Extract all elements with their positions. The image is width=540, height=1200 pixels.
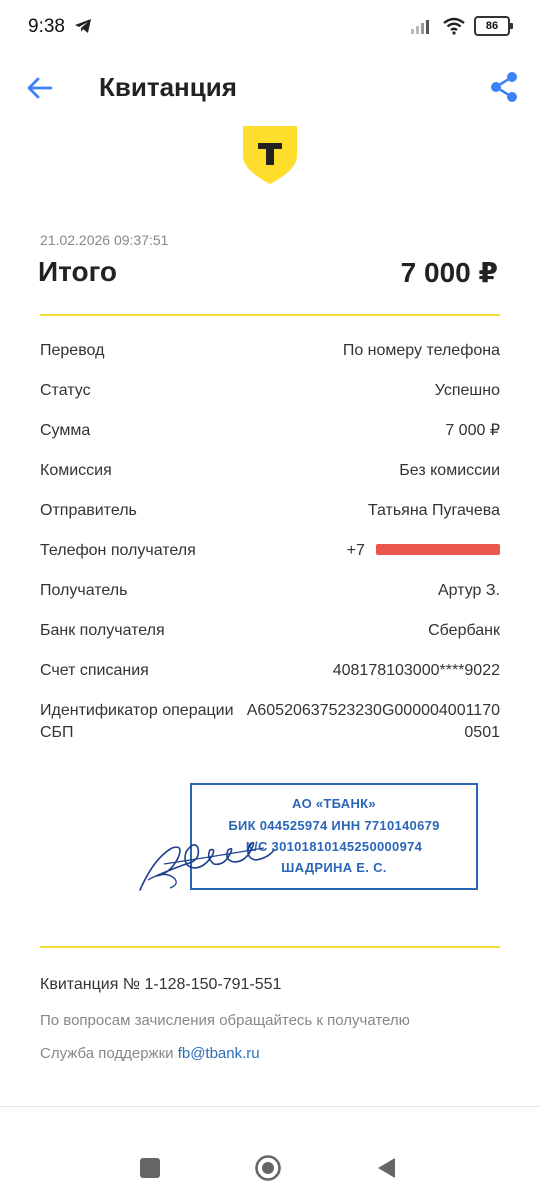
status-icons [410, 16, 510, 36]
operation-datetime: 21.02.2026 09:37:51 [40, 232, 169, 248]
detail-key: Счет списания [40, 662, 149, 679]
detail-value: Успешно [434, 382, 500, 399]
detail-row [40, 540, 500, 580]
back-arrow-icon[interactable] [24, 72, 56, 104]
stamp-bank-name: АО «ТБАНК» [292, 796, 376, 811]
divider [0, 1106, 540, 1107]
support-email-link[interactable]: fb@tbank.ru [177, 1045, 260, 1062]
total-label: Итого [38, 256, 117, 287]
detail-key: Идентификатор операции СБП [40, 702, 234, 741]
status-bar [0, 0, 540, 56]
detail-row [40, 620, 500, 660]
phone-prefix: +7 [346, 542, 365, 559]
system-nav-bar [0, 1140, 540, 1200]
detail-key: Комиссия [40, 462, 112, 479]
recipient-phone [347, 540, 500, 580]
divider [40, 946, 500, 948]
detail-value: По номеру телефона [342, 342, 500, 359]
detail-key: Отправитель [40, 502, 137, 519]
detail-value: 7 000 ₽ [445, 422, 500, 439]
detail-row [40, 580, 500, 620]
signature-image [134, 818, 294, 898]
stamp-officer: ШАДРИНА Е. С. [281, 860, 387, 875]
detail-key: Статус [40, 382, 91, 399]
back-triangle-icon[interactable] [375, 1156, 397, 1180]
support-label: Служба поддержки [40, 1045, 174, 1062]
detail-row [40, 460, 500, 500]
detail-key: Перевод [40, 342, 105, 359]
page-title: Квитанция [99, 72, 237, 102]
signal-icon [410, 18, 434, 34]
detail-value: Сбербанк [428, 622, 500, 639]
share-icon[interactable] [488, 70, 520, 104]
detail-value: Без комиссии [399, 462, 500, 479]
detail-value: A60520637523230G0000040011700501 [246, 702, 500, 741]
detail-key: Телефон получателя [40, 542, 196, 559]
detail-value: 408178103000****9022 [332, 662, 500, 679]
battery-icon: 86 [474, 16, 510, 36]
receipt-details [40, 340, 500, 760]
redaction-mark [376, 544, 500, 555]
detail-value: Татьяна Пугачева [367, 502, 500, 519]
detail-row [40, 700, 500, 760]
receipt-number: Квитанция № 1-128-150-791-551 [40, 976, 282, 993]
top-app-bar [0, 60, 540, 116]
detail-value: Артур З. [438, 582, 500, 599]
status-time: 9:38 [28, 16, 65, 37]
tbank-logo [241, 126, 299, 184]
detail-row [40, 500, 500, 540]
detail-row [40, 340, 500, 380]
detail-key: Банк получателя [40, 622, 165, 639]
detail-row [40, 660, 500, 700]
support-line [40, 1045, 260, 1062]
detail-row [40, 380, 500, 420]
detail-key: Сумма [40, 422, 91, 439]
detail-key: Получатель [40, 582, 128, 599]
recipient-note: По вопросам зачисления обращайтесь к получателю [40, 1012, 410, 1029]
recents-button[interactable] [140, 1158, 160, 1178]
home-button[interactable] [254, 1154, 282, 1182]
telegram-icon [74, 18, 92, 34]
stamp-bik-inn: БИК 044525974 ИНН 7710140679 [228, 818, 440, 833]
divider [40, 314, 500, 316]
detail-row [40, 420, 500, 460]
wifi-icon [442, 17, 466, 35]
stamp-account: К/С 30101810145250000974 [245, 839, 423, 854]
total-amount: 7 000 ₽ [400, 257, 498, 288]
